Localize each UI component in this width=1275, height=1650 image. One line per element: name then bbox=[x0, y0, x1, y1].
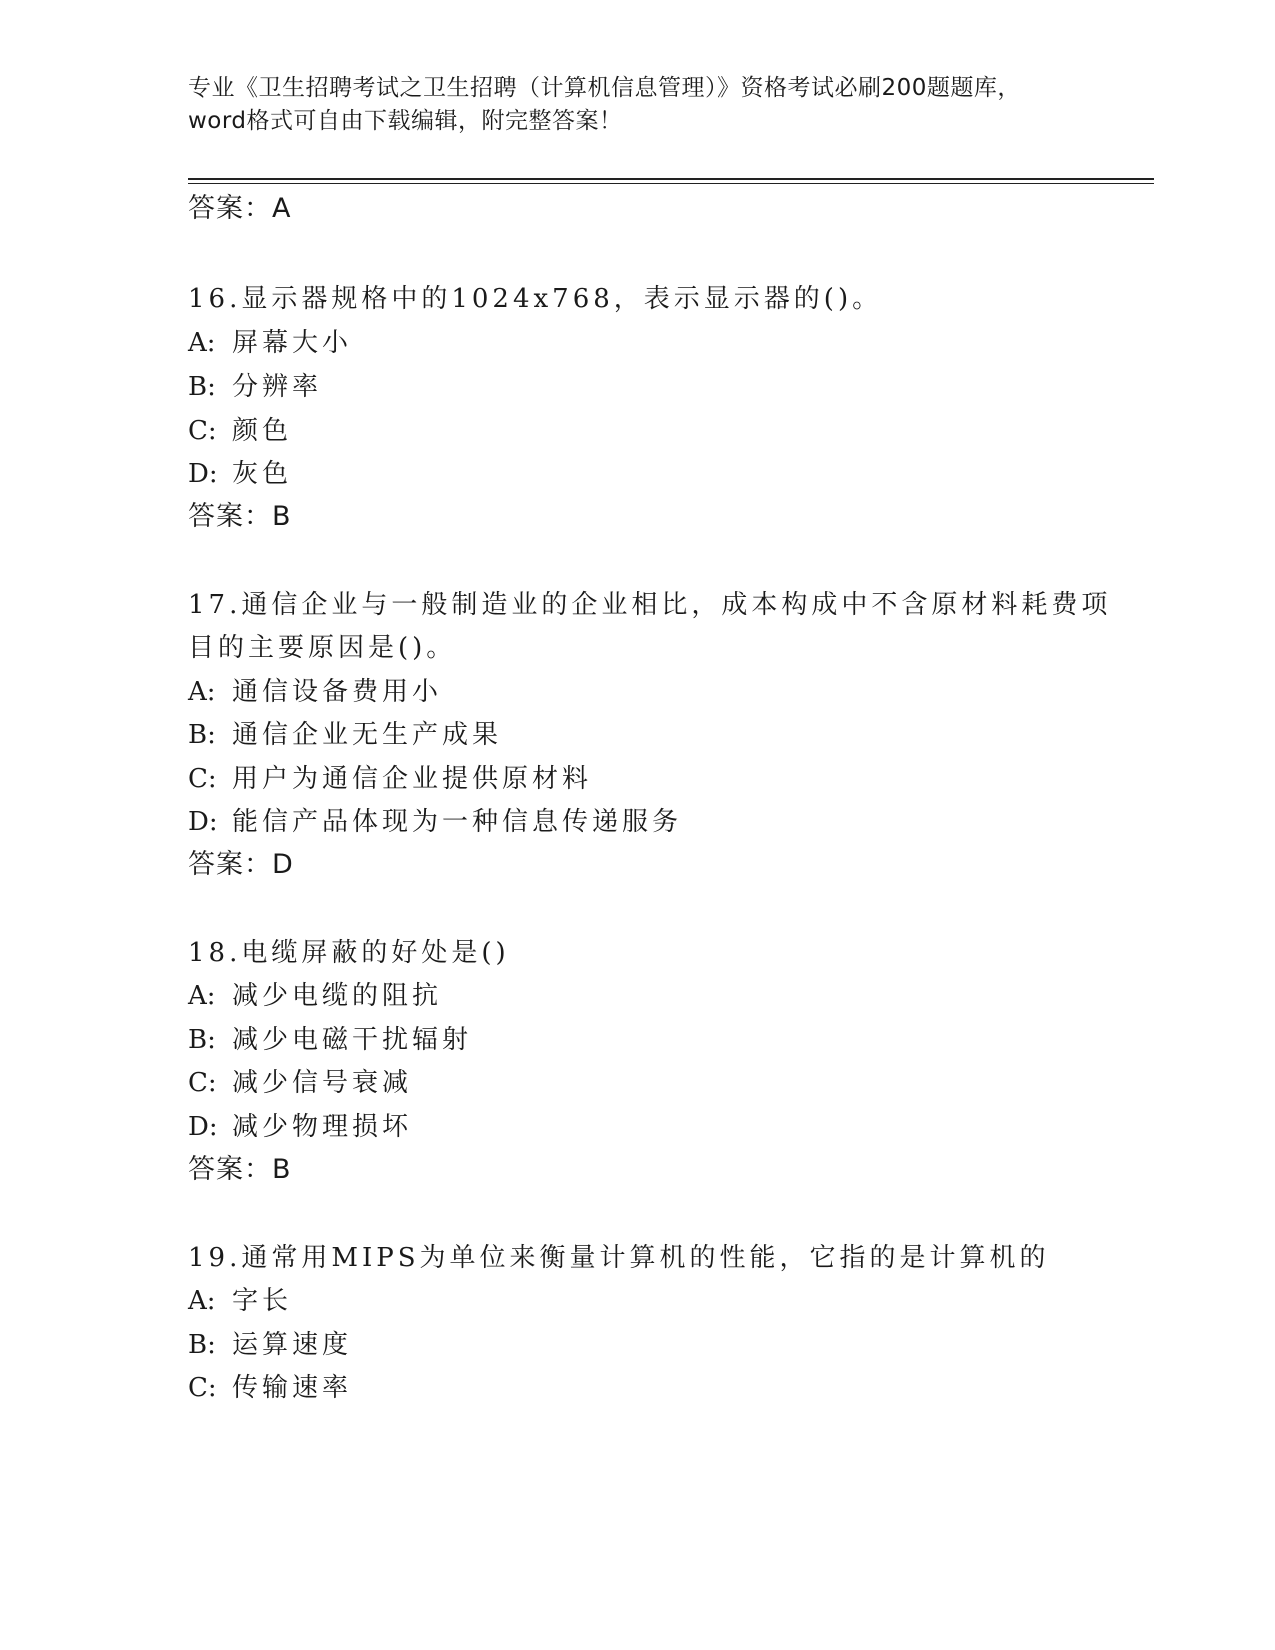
question-16-option-b bbox=[188, 369, 322, 405]
option-label: D: bbox=[188, 1112, 218, 1142]
option-label: A: bbox=[188, 1286, 216, 1316]
option-text: 运算速度 bbox=[232, 1330, 353, 1360]
option-text: 灰色 bbox=[232, 459, 293, 489]
option-label: B: bbox=[188, 372, 216, 402]
header-rule-thin bbox=[188, 183, 1154, 184]
option-text: 分辨率 bbox=[232, 372, 323, 402]
option-text: 屏幕大小 bbox=[232, 328, 353, 358]
option-label: B: bbox=[188, 1025, 216, 1055]
question-18-answer: 答案：B bbox=[188, 1154, 292, 1185]
header-rule-thick bbox=[188, 178, 1154, 180]
option-label: C: bbox=[188, 1373, 217, 1403]
question-16-option-d bbox=[188, 456, 292, 492]
question-18-option-c bbox=[188, 1065, 412, 1101]
question-17-option-d bbox=[188, 804, 682, 840]
question-17-stem-line-1: 17.通信企业与一般制造业的企业相比，成本构成中不含原材料耗费项 bbox=[188, 590, 1112, 620]
option-label: C: bbox=[188, 764, 217, 794]
question-17-answer: 答案：D bbox=[188, 849, 294, 880]
option-text: 颜色 bbox=[232, 416, 293, 446]
question-19-option-c bbox=[188, 1370, 352, 1406]
option-label: C: bbox=[188, 1068, 217, 1098]
question-18-stem: 18.电缆屏蔽的好处是() bbox=[188, 938, 510, 968]
option-label: B: bbox=[188, 1330, 216, 1360]
option-text: 字长 bbox=[232, 1286, 293, 1316]
question-16-option-a bbox=[188, 325, 352, 361]
option-label: C: bbox=[188, 416, 217, 446]
question-16-option-c bbox=[188, 413, 292, 449]
option-text: 减少物理损坏 bbox=[232, 1112, 413, 1142]
option-label: B: bbox=[188, 720, 216, 750]
option-label: D: bbox=[188, 459, 218, 489]
option-text: 通信设备费用小 bbox=[232, 677, 443, 707]
option-text: 减少电磁干扰辐射 bbox=[232, 1025, 473, 1055]
option-label: A: bbox=[188, 328, 216, 358]
option-label: A: bbox=[188, 981, 216, 1011]
question-18-option-a bbox=[188, 978, 442, 1014]
question-17-option-a bbox=[188, 674, 442, 710]
question-18-option-b bbox=[188, 1022, 472, 1058]
option-text: 减少电缆的阻抗 bbox=[232, 981, 443, 1011]
question-19-option-b bbox=[188, 1327, 352, 1363]
question-17-option-c bbox=[188, 761, 592, 797]
question-19-option-a bbox=[188, 1283, 292, 1319]
question-18-option-d bbox=[188, 1109, 412, 1145]
question-16-answer: 答案：B bbox=[188, 501, 292, 532]
option-text: 减少信号衰减 bbox=[232, 1068, 413, 1098]
question-19-stem: 19.通常用MIPS为单位来衡量计算机的性能，它指的是计算机的 bbox=[188, 1243, 1050, 1273]
option-text: 能信产品体现为一种信息传递服务 bbox=[232, 807, 683, 837]
document-header bbox=[188, 72, 1088, 138]
question-17-option-b bbox=[188, 717, 502, 753]
question-17-stem-line-2: 目的主要原因是()。 bbox=[188, 633, 457, 663]
option-text: 传输速率 bbox=[232, 1373, 353, 1403]
previous-answer: 答案：A bbox=[188, 193, 292, 224]
question-16-stem: 16.显示器规格中的1024x768，表示显示器的()。 bbox=[188, 284, 883, 314]
option-label: A: bbox=[188, 677, 216, 707]
option-text: 通信企业无生产成果 bbox=[232, 720, 503, 750]
header-line-1: 专业《卫生招聘考试之卫生招聘（计算机信息管理）》资格考试必刷200题题库， bbox=[188, 75, 1021, 101]
option-text: 用户为通信企业提供原材料 bbox=[232, 764, 593, 794]
header-line-2: word格式可自由下载编辑，附完整答案！ bbox=[188, 108, 623, 134]
option-label: D: bbox=[188, 807, 218, 837]
